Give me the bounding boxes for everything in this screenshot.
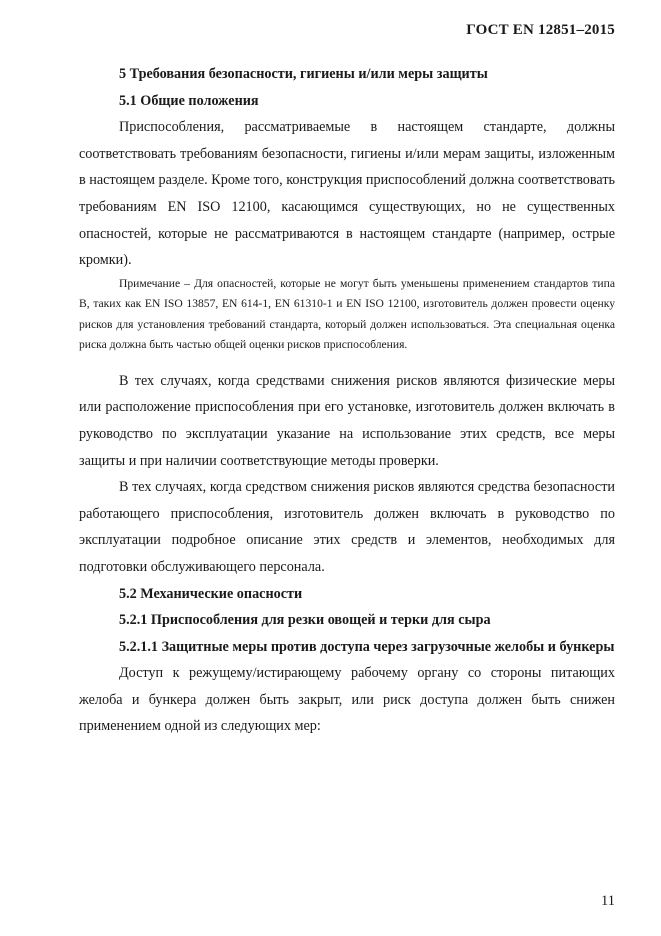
document-code-header: ГОСТ EN 12851–2015 [466, 22, 615, 38]
section-5-1-paragraph-2: В тех случаях, когда средствами снижения рисков являются физические меры или расположение приспособления при его установке, изготовитель должен включать в руководство по эксплуатации указание на использование этих средств, все меры защиты и при наличии соответствующие методы проверки. [79, 372, 615, 469]
page-body [79, 61, 615, 740]
section-5-1-paragraph-3: В тех случаях, когда средством снижения рисков являются средства безопасности работающего приспособления, изготовитель должен включать в руководство по эксплуатации подробное описание этих средств и элементов, необходимых для подготовки обслуживающего персонала. [79, 479, 615, 575]
section-5-heading: 5 Требования безопасности, гигиены и/или меры защиты [119, 66, 488, 82]
section-5-2-1-heading: 5.2.1 Приспособления для резки овощей и терки для сыра [119, 612, 491, 629]
section-5-1-note: Примечание – Для опасностей, которые не могут быть уменьшены применением стандартов типа В, таких как EN ISO 13857, EN 614-1, EN 61310-1 и EN ISO 12100, изготовитель должен провести оценку рисков для установления требований стандарта, который должен использоваться. Эта специальная оценка риска должна быть частью общей оценки рисков приспособления. [79, 276, 615, 352]
section-5-1-paragraph-1: Приспособления, рассматриваемые в настоящем стандарте, должны соответствовать требованиям безопасности, гигиены и/или мерам защиты, изложенным в настоящем разделе. Кроме того, конструкция приспособлений должна соответствовать требованиям EN ISO 12100, касающимся существующих, но не существенных опасностей, которые не рассматриваются в настоящем стандарте (например, острые кромки). [79, 119, 616, 269]
section-5-2-heading: 5.2 Механические опасности [119, 585, 303, 602]
page-number: 11 [601, 893, 615, 909]
section-5-2-1-1-paragraph: Доступ к режущему/истирающему рабочему органу со стороны питающих желоба и бункера должен быть закрыт, или риск доступа должен быть снижен применением одной из следующих мер: [79, 665, 615, 735]
section-5-1-heading: 5.1 Общие положения [119, 92, 259, 109]
section-5-2-1-1-heading: 5.2.1.1 Защитные меры против доступа через загрузочные желобы и бункеры [119, 638, 615, 655]
